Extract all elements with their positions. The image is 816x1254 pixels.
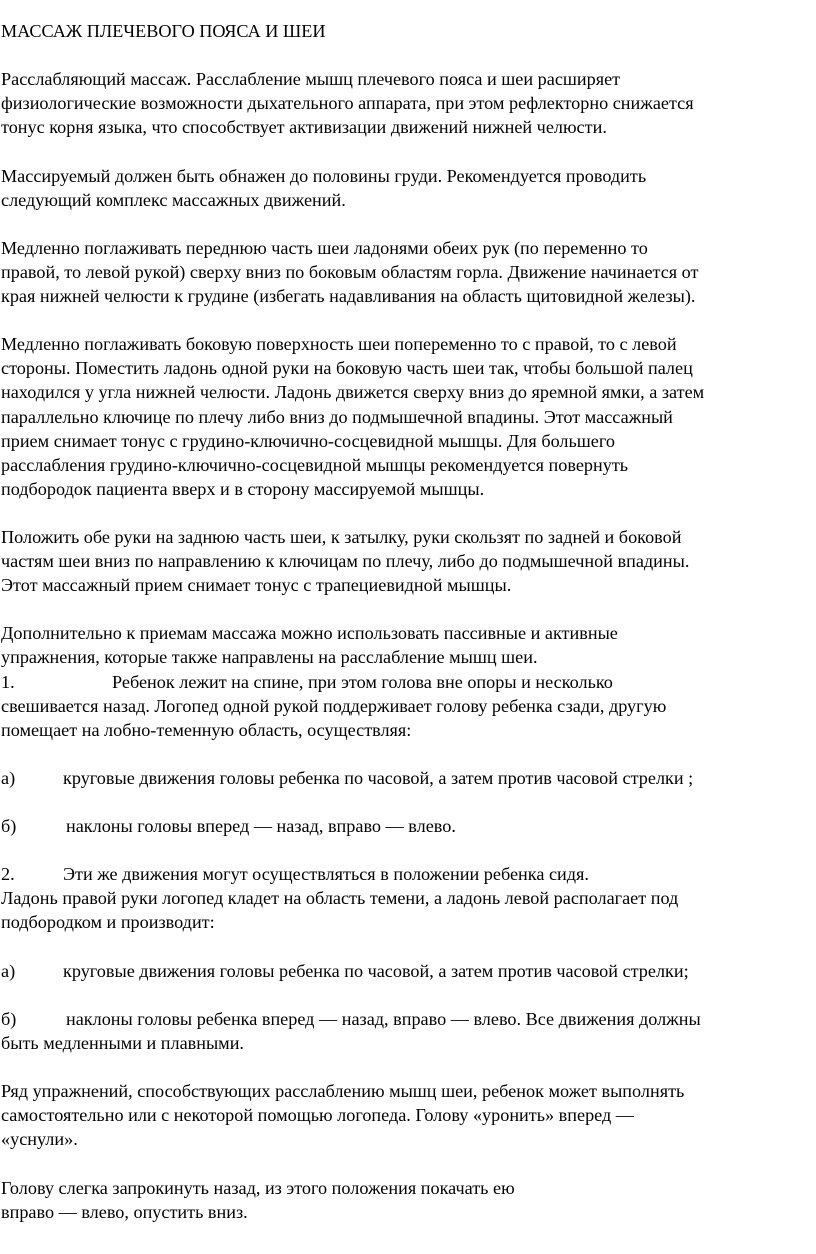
spacer bbox=[1, 1055, 808, 1079]
document-title: МАССАЖ ПЛЕЧЕВОГО ПОЯСА И ШЕИ bbox=[1, 21, 326, 41]
paragraph-self-exercises bbox=[1, 1079, 808, 1151]
paragraph-back-neck bbox=[1, 525, 808, 597]
text-line: правой, то левой рукой) сверху вниз по боковым областям горла. Движение начинается от bbox=[1, 261, 699, 282]
spacer bbox=[1, 308, 808, 332]
text-line: физиологические возможности дыхательного аппарата, при этом рефлекторно снижается bbox=[1, 93, 694, 114]
list-item-text: круговые движения головы ребенка по часовой, а затем против часовой стрелки ; bbox=[63, 767, 694, 788]
list-item-text: наклоны головы вперед — назад, вправо — влево. bbox=[66, 816, 456, 837]
text-line: Ладонь правой руки логопед кладет на область темени, а ладонь левой располагает под bbox=[1, 888, 679, 909]
text-line bbox=[1, 862, 808, 886]
text-line: стороны. Поместить ладонь одной руки на боковую часть шеи так, чтобы большой палец bbox=[1, 358, 693, 379]
spacer bbox=[1, 139, 808, 163]
text-line: Ряд упражнений, способствующих расслаблению мышц шеи, ребенок может выполнять bbox=[1, 1081, 685, 1102]
list-marker: б) bbox=[1, 1008, 17, 1029]
text-line: прием снимает тонус с грудино-ключично-сосцевидной мышцы. Для большего bbox=[1, 430, 615, 451]
text-line: Положить обе руки на заднюю часть шеи, к затылку, руки скользят по задней и боковой bbox=[1, 526, 682, 547]
paragraph-exercises-intro bbox=[1, 621, 808, 669]
spacer bbox=[1, 501, 808, 525]
spacer bbox=[1, 742, 808, 766]
list-item-text: Ребенок лежит на спине, при этом голова вне опоры и несколько bbox=[112, 671, 613, 692]
paragraph-relaxing-massage bbox=[1, 67, 808, 139]
text-line: расслабления грудино-ключично-сосцевидной мышцы рекомендуется повернуть bbox=[1, 454, 629, 475]
text-line: «уснули». bbox=[1, 1129, 78, 1150]
text-line: Медленно поглаживать переднюю часть шеи ладонями обеих рук (по переменно то bbox=[1, 237, 648, 258]
spacer bbox=[1, 597, 808, 621]
text-line: края нижней челюсти к грудине (избегать надавливания на область щитовидной железы). bbox=[1, 286, 696, 307]
sub-item-1b bbox=[1, 814, 808, 838]
text-line: Расслабляющий массаж. Расслабление мышц плечевого пояса и шеи расширяет bbox=[1, 69, 621, 90]
text-line: вправо — влево, опустить вниз. bbox=[1, 1201, 248, 1222]
text-line: упражнения, которые также направлены на расслабление мышц шеи. bbox=[1, 647, 538, 668]
sub-item-2a bbox=[1, 959, 808, 983]
text-line: быть медленными и плавными. bbox=[1, 1032, 244, 1053]
text-line: Этот массажный прием снимает тонус с трапециевидной мышцы. bbox=[1, 575, 512, 596]
spacer bbox=[1, 838, 808, 862]
text-line: подбородок пациента вверх и в сторону массируемой мышцы. bbox=[1, 478, 485, 499]
list-number: 1. bbox=[1, 671, 15, 692]
text-line: находился у угла нижней челюсти. Ладонь движется сверху вниз до яремной ямки, а затем bbox=[1, 382, 705, 403]
text-line: Голову слегка запрокинуть назад, из этого положения покачать ею bbox=[1, 1177, 515, 1198]
paragraph-front-neck-stroking bbox=[1, 236, 808, 308]
spacer bbox=[1, 212, 808, 236]
list-item-text: круговые движения головы ребенка по часовой, а затем против часовой стрелки; bbox=[63, 960, 689, 981]
sub-item-1a bbox=[1, 766, 808, 790]
list-marker: а) bbox=[1, 960, 16, 981]
list-marker: б) bbox=[1, 816, 17, 837]
list-marker: а) bbox=[1, 767, 16, 788]
text-line: Массируемый должен быть обнажен до половины груди. Рекомендуется проводить bbox=[1, 165, 647, 186]
text-line bbox=[1, 1007, 808, 1031]
text-line: свешивается назад. Логопед одной рукой поддерживает голову ребенка сзади, другую bbox=[1, 695, 667, 716]
text-line: тонус корня языка, что способствует активизации движений нижней челюсти. bbox=[1, 117, 607, 138]
list-item-2 bbox=[1, 862, 808, 934]
text-line: Медленно поглаживать боковую поверхность шеи попеременно то с правой, то с левой bbox=[1, 334, 677, 355]
paragraph-side-neck-stroking bbox=[1, 332, 808, 501]
text-line: самостоятельно или с некоторой помощью логопеда. Голову «уронить» вперед — bbox=[1, 1105, 634, 1126]
text-line: Дополнительно к приемам массажа можно использовать пассивные и активные bbox=[1, 623, 618, 644]
list-item-1 bbox=[1, 670, 808, 742]
list-item-text: наклоны головы ребенка вперед — назад, вправо — влево. Все движения должны bbox=[66, 1008, 701, 1029]
text-line: частям шеи вниз по направлению к ключицам по плечу, либо до подмышечной впадины. bbox=[1, 551, 690, 572]
text-line: параллельно ключице по плечу либо вниз до подмышечной впадины. Этот массажный bbox=[1, 406, 673, 427]
spacer bbox=[1, 43, 808, 67]
list-number: 2. bbox=[1, 864, 15, 885]
paragraph-preparation bbox=[1, 164, 808, 212]
paragraph-head-tilt bbox=[1, 1176, 808, 1224]
list-item-text: Эти же движения могут осуществляться в положении ребенка сидя. bbox=[63, 864, 589, 885]
text-line: следующий комплекс массажных движений. bbox=[1, 189, 346, 210]
sub-item-2b bbox=[1, 1007, 808, 1055]
text-line bbox=[1, 670, 808, 694]
spacer bbox=[1, 1151, 808, 1175]
spacer bbox=[1, 790, 808, 814]
text-line: подбородком и производит: bbox=[1, 912, 215, 933]
spacer bbox=[1, 935, 808, 959]
spacer bbox=[1, 983, 808, 1007]
text-line: помещает на лобно-теменную область, осуществляя: bbox=[1, 719, 412, 740]
